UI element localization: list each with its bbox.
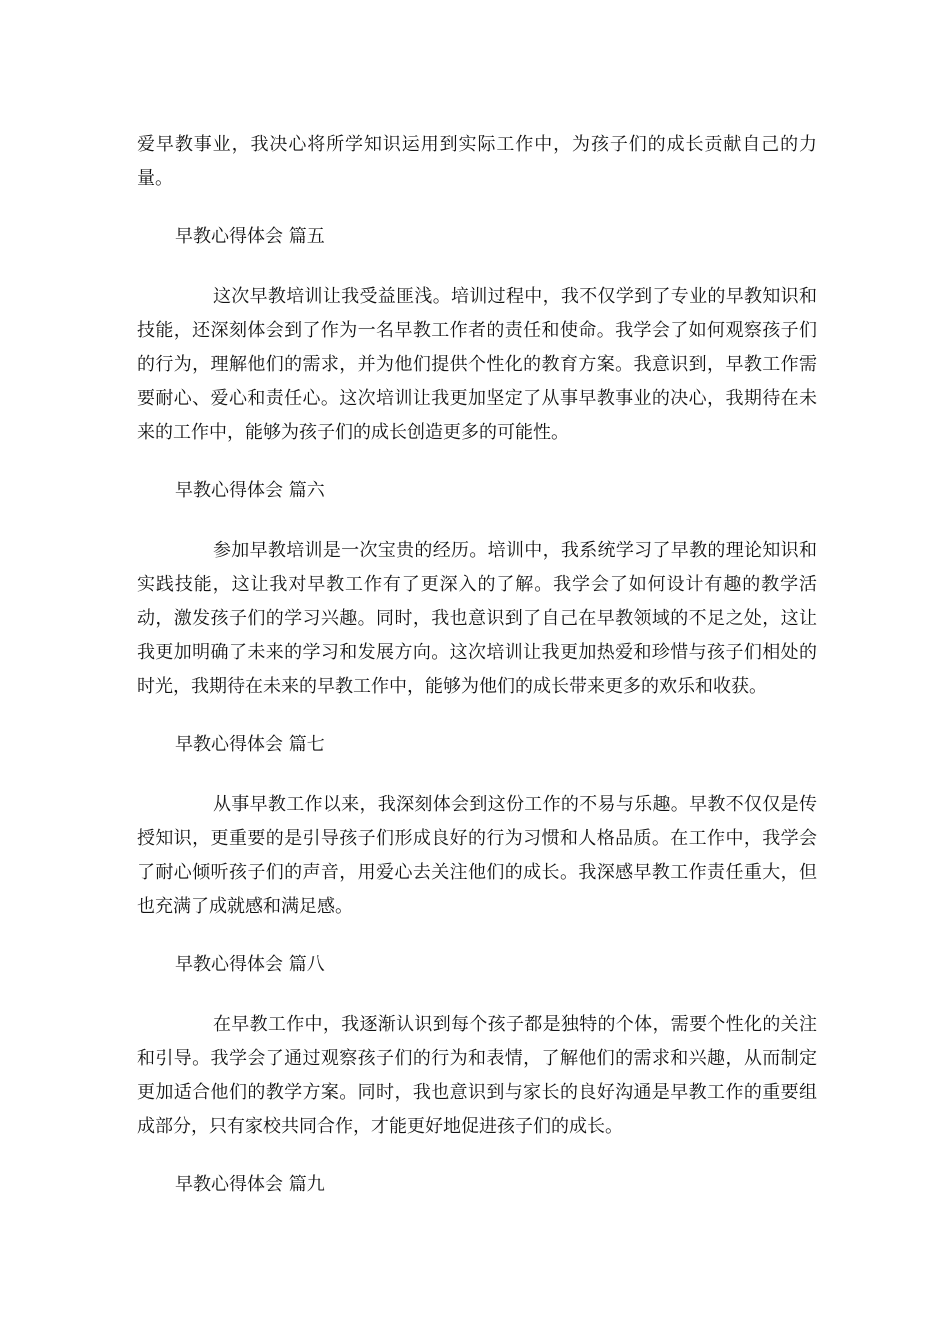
section-heading-9: 早教心得体会 篇九 [175, 1174, 325, 1195]
section-body-8: 在早教工作中，我逐渐认识到每个孩子都是独特的个体，需要个性化的关注和引导。我学会了通过观察孩子们的行为和表情，了解他们的需求和兴趣，从而制定更加适合他们的教学方案。同时，我也意识到与家长的良好沟通是早教工作的重要组成部分，只有家校共同合作，才能更好地促进孩子们的成长。 [137, 1014, 817, 1137]
section-body-5: 这次早教培训让我受益匪浅。培训过程中，我不仅学到了专业的早教知识和技能，还深刻体会到了作为一名早教工作者的责任和使命。我学会了如何观察孩子们的行为，理解他们的需求，并为他们提供个性化的教育方案。我意识到，早教工作需要耐心、爱心和责任心。这次培训让我更加坚定了从事早教事业的决心，我期待在未来的工作中，能够为孩子们的成长创造更多的可能性。 [137, 286, 817, 443]
section-body-6: 参加早教培训是一次宝贵的经历。培训中，我系统学习了早教的理论知识和实践技能，这让我对早教工作有了更深入的了解。我学会了如何设计有趣的教学活动，激发孩子们的学习兴趣。同时，我也意识到了自己在早教领域的不足之处，这让我更加明确了未来的学习和发展方向。这次培训让我更加热爱和珍惜与孩子们相处的时光，我期待在未来的早教工作中，能够为他们的成长带来更多的欢乐和收获。 [137, 540, 817, 697]
section-heading-6: 早教心得体会 篇六 [175, 480, 325, 501]
section-body-7: 从事早教工作以来，我深刻体会到这份工作的不易与乐趣。早教不仅仅是传授知识，更重要的是引导孩子们形成良好的行为习惯和人格品质。在工作中，我学会了耐心倾听孩子们的声音，用爱心去关注他们的成长。我深感早教工作责任重大，但也充满了成就感和满足感。 [137, 794, 817, 917]
intro-paragraph: 爱早教事业，我决心将所学知识运用到实际工作中，为孩子们的成长贡献自己的力量。 [137, 134, 817, 189]
section-heading-7: 早教心得体会 篇七 [175, 734, 325, 755]
document-page [137, 128, 817, 1202]
section-heading-8: 早教心得体会 篇八 [175, 954, 325, 975]
section-heading-5: 早教心得体会 篇五 [175, 226, 325, 247]
